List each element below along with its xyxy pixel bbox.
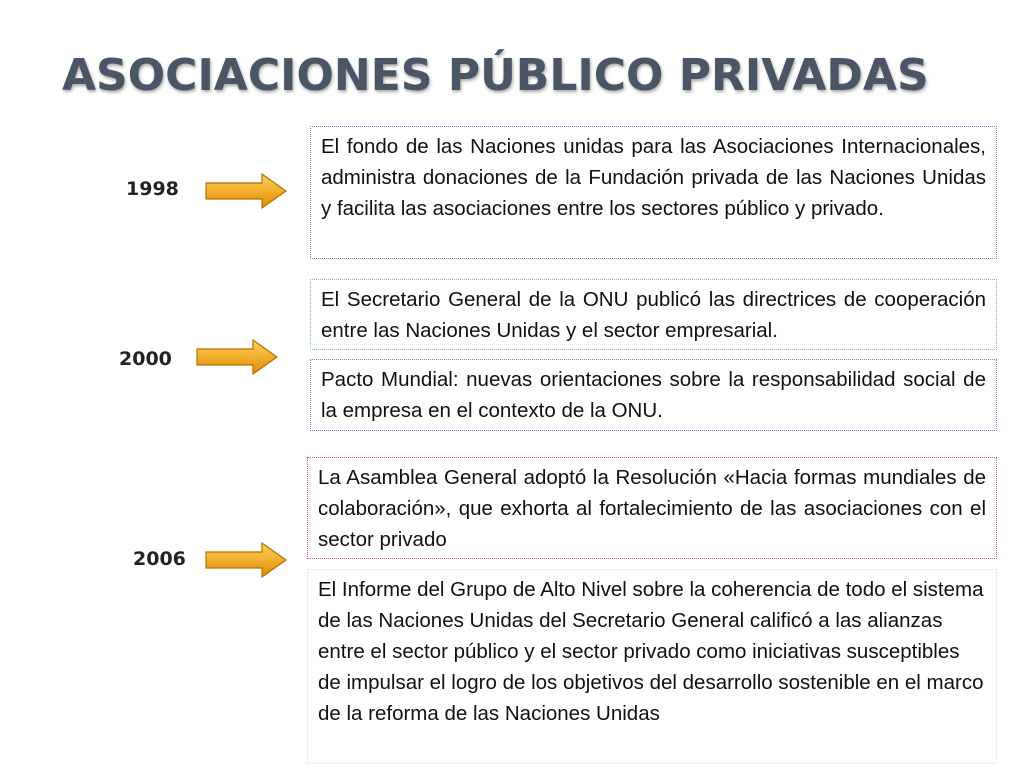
entry-2000-directrices: El Secretario General de la ONU publicó las directrices de cooperación entre las Naciones Unidas y el sector empresarial.: [310, 279, 997, 350]
arrow-right-icon: [204, 540, 288, 580]
year-label-2000: 2000: [119, 348, 172, 370]
year-label-1998: 1998: [126, 178, 179, 200]
entry-1998-fondo: El fondo de las Naciones unidas para las Asociaciones Internacionales, administra donaciones de la Fundación privada de las Naciones Unidas y facilita las asociaciones entre los sectores público y privado.: [310, 126, 997, 259]
entry-2006-informe: El Informe del Grupo de Alto Nivel sobre la coherencia de todo el sistema de las Naciones Unidas del Secretario General calificó a las alianzas entre el sector público y el sector privado como iniciativas susceptibles de impulsar el logro de los objetivos del desarrollo sostenible en el marco de la reforma de las Naciones Unidas: [307, 569, 997, 764]
arrow-right-icon: [204, 171, 288, 211]
slide-title: ASOCIACIONES PÚBLICO PRIVADAS: [62, 50, 929, 101]
arrow-right-icon: [195, 337, 279, 377]
entry-2006-resolucion: La Asamblea General adoptó la Resolución «Hacia formas mundiales de colaboración», que exhorta al fortalecimiento de las asociaciones con el sector privado: [307, 457, 997, 559]
entry-2000-pacto-mundial: Pacto Mundial: nuevas orientaciones sobre la responsabilidad social de la empresa en el contexto de la ONU.: [310, 359, 997, 431]
year-label-2006: 2006: [133, 548, 186, 570]
